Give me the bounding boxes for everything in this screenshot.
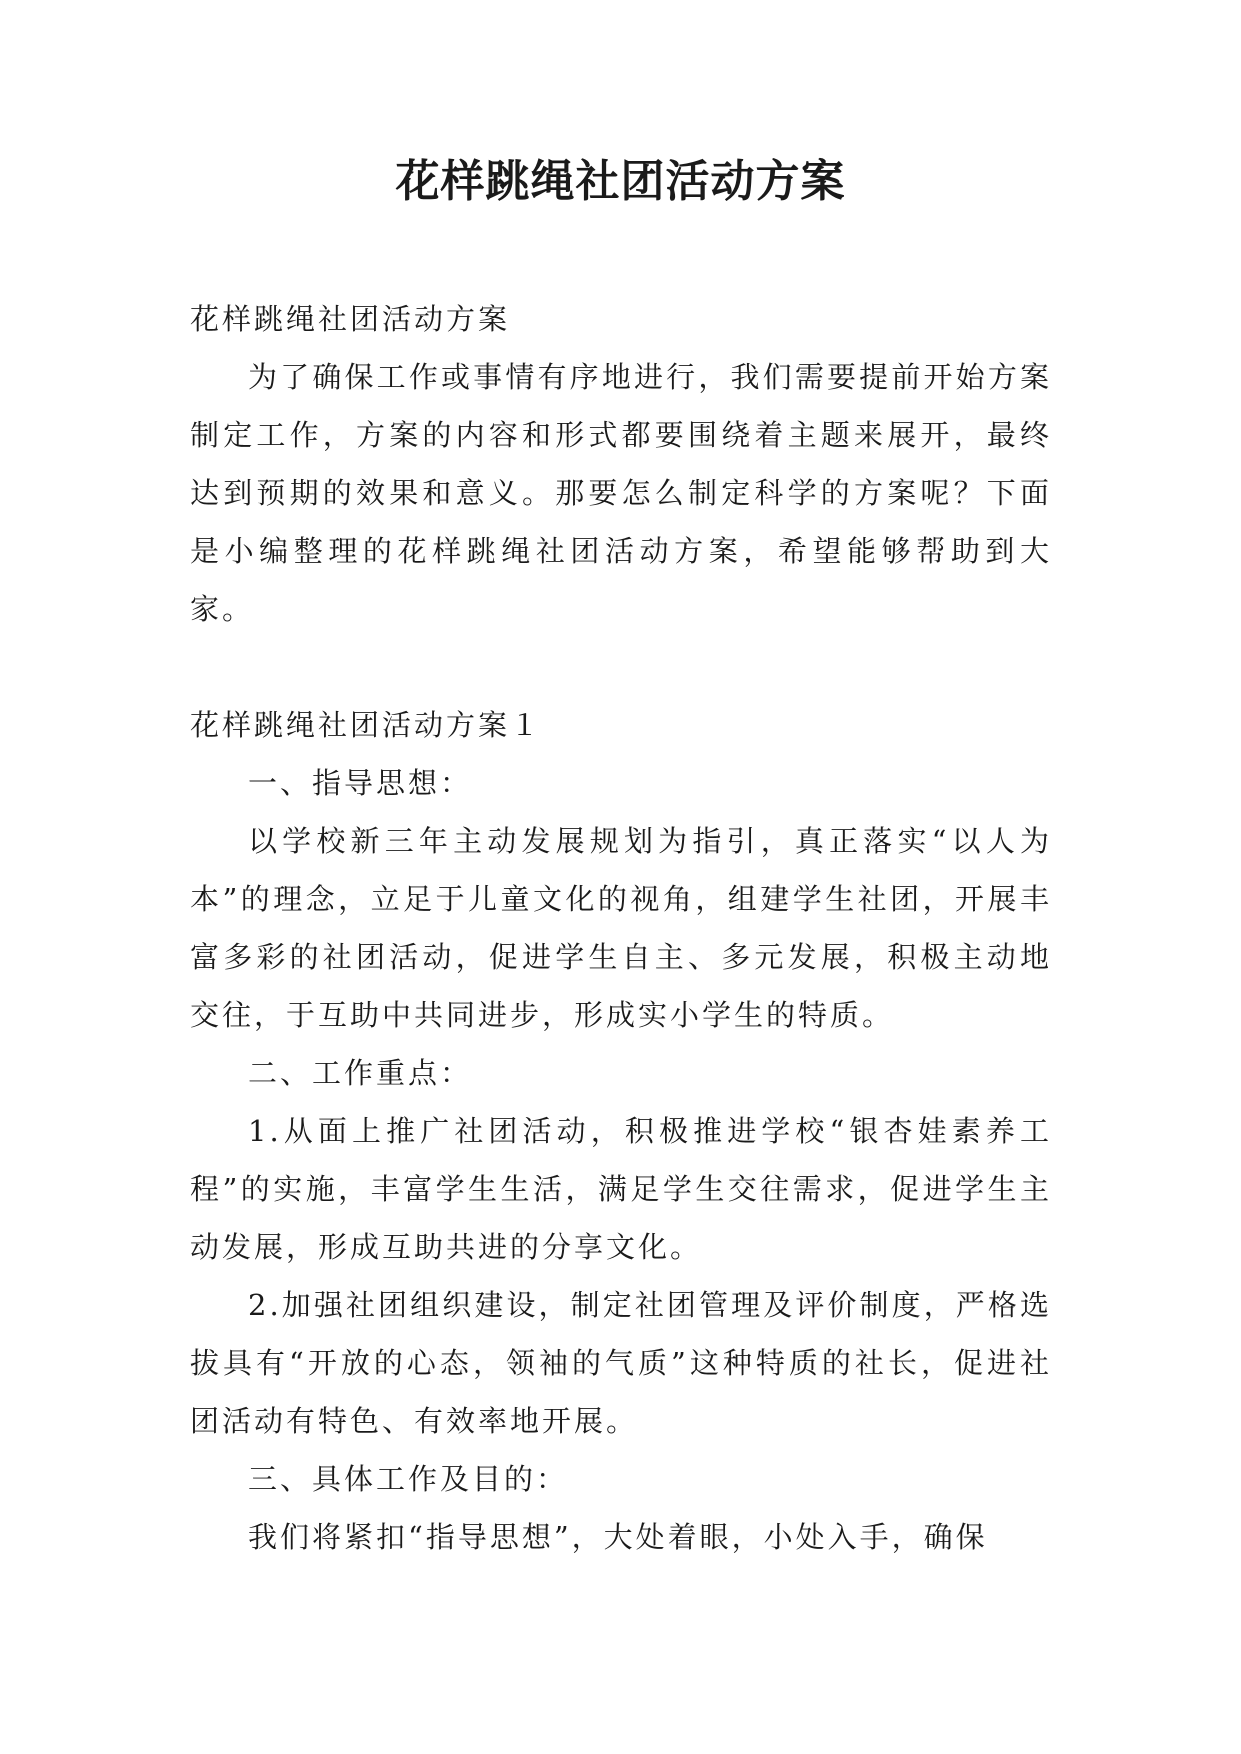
heading-guiding-ideology: 一、指导思想： <box>248 766 473 800</box>
document-body <box>190 290 1052 1566</box>
paragraph-guiding-ideology: 以学校新三年主动发展规划为指引，真正落实“以人为本”的理念，立足于儿童文化的视角，组建学生社团，开展丰富多彩的社团活动，促进学生自主、多元发展，积极主动地交往，于互助中共同进步，形成实小学生的特质。 <box>190 824 1052 1032</box>
work-focus-point-2: 2.加强社团组织建设，制定社团管理及评价制度，严格选拔具有“开放的心态，领袖的气质”这种特质的社长，促进社团活动有特色、有效率地开展。 <box>190 1288 1052 1438</box>
section-spacer <box>190 638 1052 696</box>
paragraph-specific-work: 我们将紧扣“指导思想”，大处着眼，小处入手，确保 <box>248 1520 988 1554</box>
work-focus-point-1: 1.从面上推广社团活动，积极推进学校“银杏娃素养工程”的实施，丰富学生生活，满足学生交往需求，促进学生主动发展，形成互助共进的分享文化。 <box>190 1114 1052 1264</box>
section-title: 花样跳绳社团活动方案１ <box>190 708 543 742</box>
intro-paragraph: 为了确保工作或事情有序地进行，我们需要提前开始方案制定工作，方案的内容和形式都要围绕着主题来展开，最终达到预期的效果和意义。那要怎么制定科学的方案呢？下面是小编整理的花样跳绳社团活动方案，希望能够帮助到大家。 <box>190 360 1052 626</box>
subtitle: 花样跳绳社团活动方案 <box>190 302 511 336</box>
document-title: 花样跳绳社团活动方案 <box>395 156 846 207</box>
heading-specific-work: 三、具体工作及目的： <box>248 1462 569 1496</box>
heading-work-focus: 二、工作重点： <box>248 1056 473 1090</box>
